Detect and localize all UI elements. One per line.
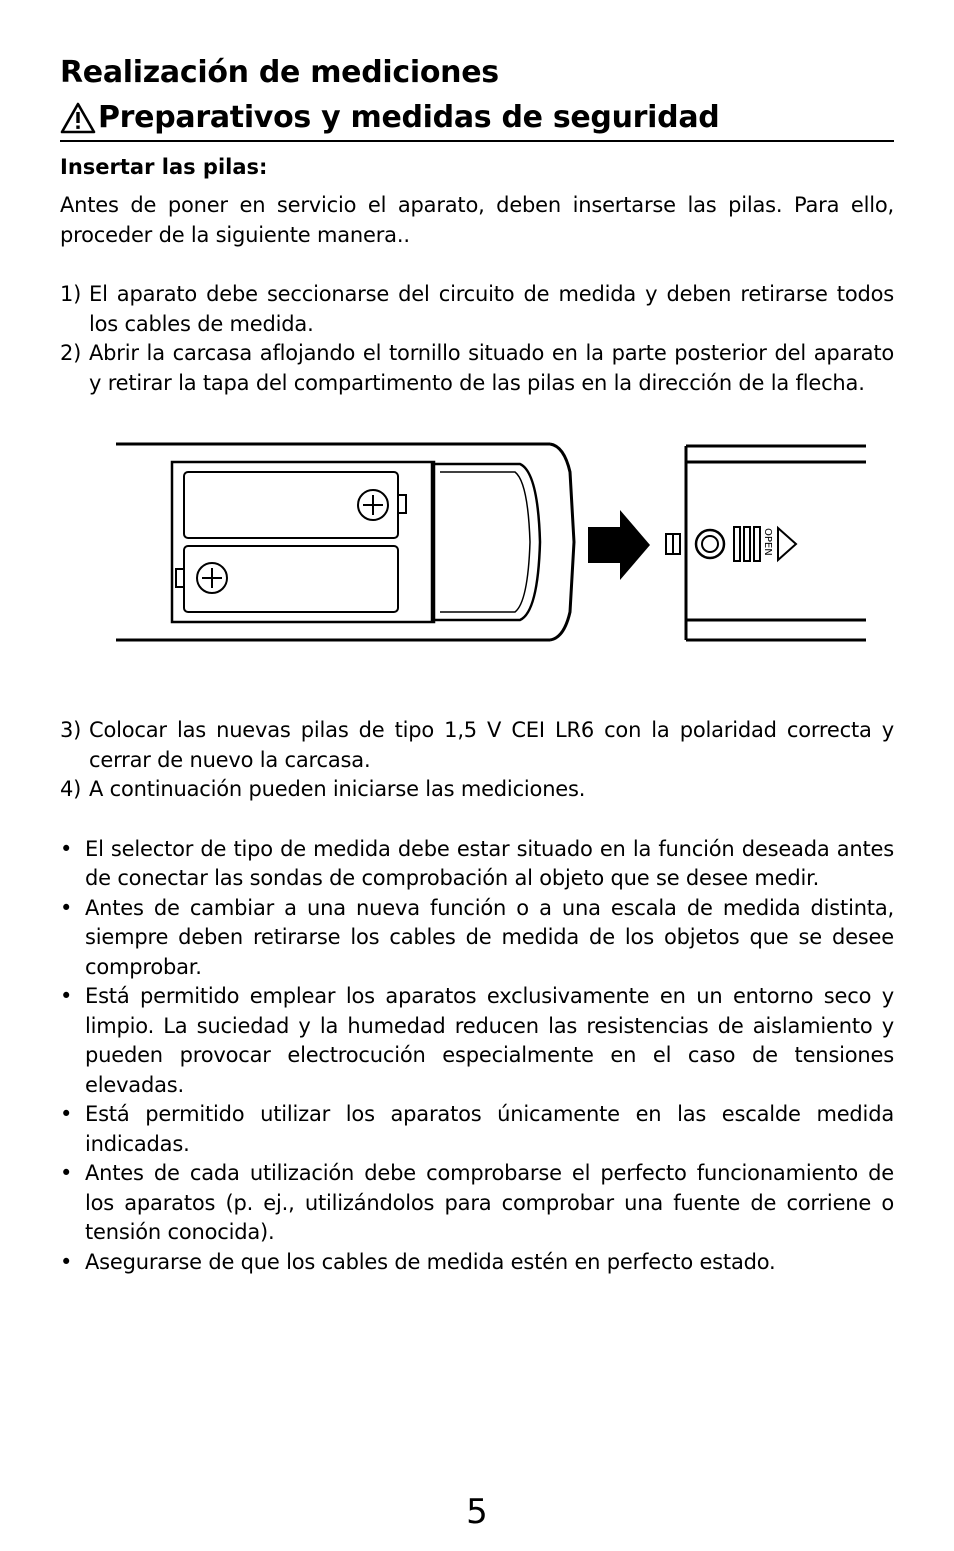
bullet-icon: • xyxy=(60,1102,73,1126)
steps-list-b xyxy=(60,716,894,805)
bullet-icon: • xyxy=(60,836,73,861)
step-text: A continuación pueden iniciarse las mediciones. xyxy=(89,777,586,801)
list-item xyxy=(60,280,894,339)
warning-triangle-icon xyxy=(60,101,96,135)
battery-icon xyxy=(184,472,406,538)
screw-icon xyxy=(696,530,724,558)
bullet-icon: • xyxy=(60,895,73,920)
list-item xyxy=(60,775,894,805)
step-text: Abrir la carcasa aflojando el tornillo situado en la parte posterior del aparato y retirar la tapa del compartimento de las pilas en la dirección de la flecha. xyxy=(89,341,894,395)
battery-compartment-figure xyxy=(60,432,894,672)
list-item xyxy=(60,339,894,398)
section-subtitle: Preparativos y medidas de seguridad xyxy=(98,100,720,135)
step-number: 3) xyxy=(60,718,82,742)
intro-paragraph: Antes de poner en servicio el aparato, deben insertarse las pilas. Para ello, proceder de la siguiente manera.. xyxy=(60,193,894,247)
steps-list-a xyxy=(60,280,894,398)
list-item xyxy=(60,1100,894,1159)
page-content xyxy=(60,50,894,1277)
battery-icon xyxy=(176,546,398,612)
direction-arrow-icon xyxy=(588,510,650,580)
list-item xyxy=(60,1159,894,1248)
bullet-text: El selector de tipo de medida debe estar situado en la función deseada antes de conectar las sondas de comprobación al objeto que se desee medir. xyxy=(85,836,894,890)
bullet-icon: • xyxy=(60,1161,73,1185)
list-item xyxy=(60,835,894,894)
bullet-icon: • xyxy=(60,984,73,1008)
step-number: 4) xyxy=(60,777,82,801)
step-number: 1) xyxy=(60,282,82,306)
section-heading: Insertar las pilas: xyxy=(60,155,268,179)
subtitle-row xyxy=(60,96,894,142)
list-item xyxy=(60,716,894,775)
open-direction-icon xyxy=(778,528,796,560)
bullet-icon: • xyxy=(60,1249,73,1274)
step-number: 2) xyxy=(60,341,82,365)
bullet-text: Antes de cambiar a una nueva función o a una escala de medida distinta, siempre deben retirarse los cables de medida de los objetos que se desee comprobar. xyxy=(85,895,894,979)
bullet-text: Está permitido utilizar los aparatos únicamente en las escalde medida indicadas. xyxy=(85,1102,894,1156)
list-item xyxy=(60,894,894,983)
step-text: El aparato debe seccionarse del circuito de medida y deben retirarse todos los cables de medida. xyxy=(89,282,894,336)
bullet-text: Antes de cada utilización debe comprobarse el perfecto funcionamiento de los aparatos (p. ej., utilizándolos para comprobar una fuente de corriene o tensión conocida). xyxy=(85,1161,894,1244)
open-label: OPEN xyxy=(762,528,773,556)
step-text: Colocar las nuevas pilas de tipo 1,5 V CEI LR6 con la polaridad correcta y cerrar de nuevo la carcasa. xyxy=(89,718,894,772)
battery-diagram xyxy=(60,432,894,672)
list-item xyxy=(60,1248,894,1278)
bullet-text: Asegurarse de que los cables de medida estén en perfecto estado. xyxy=(85,1249,776,1274)
list-item xyxy=(60,982,894,1100)
bullet-text: Está permitido emplear los aparatos exclusivamente en un entorno seco y limpio. La suciedad y la humedad reducen las resistencias de aislamiento y pueden provocar electrocución especialmente en el caso de tensiones elevadas. xyxy=(85,984,894,1097)
safety-bullet-list xyxy=(60,835,894,1278)
page-number: 5 xyxy=(466,1492,488,1532)
page-title: Realización de mediciones xyxy=(60,55,499,90)
